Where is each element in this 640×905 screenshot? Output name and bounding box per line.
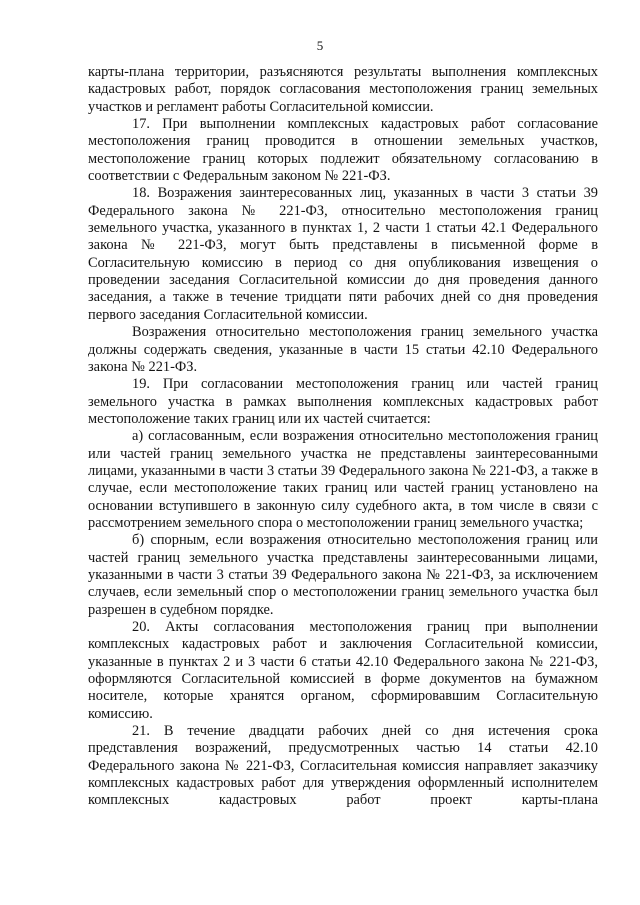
paragraph-objections-content: Возражения относительно местоположения границ земельного участка должны содержать сведения, указанные в части 15 статьи 42.10 Федерального закона № 221-ФЗ. bbox=[88, 324, 598, 375]
paragraph-item-19a: а) согласованным, если возражения относительно местоположения границ или частей границ земельного участка не представлены заинтересованными лицами, указанными в части 3 статьи 39 Федерального закона № 221-ФЗ, а также в случае, если местоположение таких границ или частей границ установлено на основании вступившего в законную силу судебного акта, в том числе в связи с рассмотрением земельного спора о местоположении границ земельного участка; bbox=[88, 428, 598, 531]
paragraph-item-20: 20. Акты согласования местоположения границ при выполнении комплексных кадастровых работ и заключения Согласительной комиссии, указанные в пунктах 2 и 3 части 6 статьи 42.10 Федерального закона № 221-ФЗ, оформляются Согласительной комиссией в форме документов на бумажном носителе, которые хранятся органом, сформировавшим Согласительную комиссию. bbox=[88, 619, 598, 722]
paragraph-continuation: карты-плана территории, разъясняются результаты выполнения комплексных кадастровых работ, порядок согласования местоположения границ земельных участков и регламент работы Согласительной комиссии. bbox=[88, 64, 598, 115]
paragraph-item-19: 19. При согласовании местоположения границ или частей границ земельного участка в рамках выполнения комплексных кадастровых работ местоположение таких границ или их частей считается: bbox=[88, 376, 598, 427]
paragraph-item-17: 17. При выполнении комплексных кадастровых работ согласование местоположения границ проводится в отношении земельных участков, местоположение границ которых подлежит обязательному согласованию в соответствии с Федеральным законом № 221-ФЗ. bbox=[88, 116, 598, 185]
paragraph-item-19b: б) спорным, если возражения относительно местоположения границ или частей границ земельного участка представлены заинтересованными лицами, указанными в части 3 статьи 39 Федерального закона № 221-ФЗ, за исключением случаев, если земельный спор о местоположении границ земельного участка был разрешен в судебном порядке. bbox=[88, 532, 598, 618]
paragraph-item-21: 21. В течение двадцати рабочих дней со дня истечения срока представления возражений, предусмотренных частью 14 статьи 42.10 Федерального закона № 221-ФЗ, Согласительная комиссия направляет заказчику комплексных кадастровых работ для утверждения оформленный исполнителем комплексных кадастровых работ проект карты-плана bbox=[88, 723, 598, 809]
document-body bbox=[88, 64, 598, 810]
paragraph-item-18: 18. Возражения заинтересованных лиц, указанных в части 3 статьи 39 Федерального закона № 221-ФЗ, относительно местоположения границ земельного участка, указанного в пунктах 1, 2 части 1 статьи 42.1 Федерального закона № 221-ФЗ, могут быть представлены в письменной форме в Согласительную комиссию в период со дня опубликования извещения о проведении заседания Согласительной комиссии до дня проведения данного заседания, а также в течение тридцати пяти рабочих дней со дня проведения первого заседания Согласительной комиссии. bbox=[88, 185, 598, 323]
page-number: 5 bbox=[316, 38, 324, 53]
